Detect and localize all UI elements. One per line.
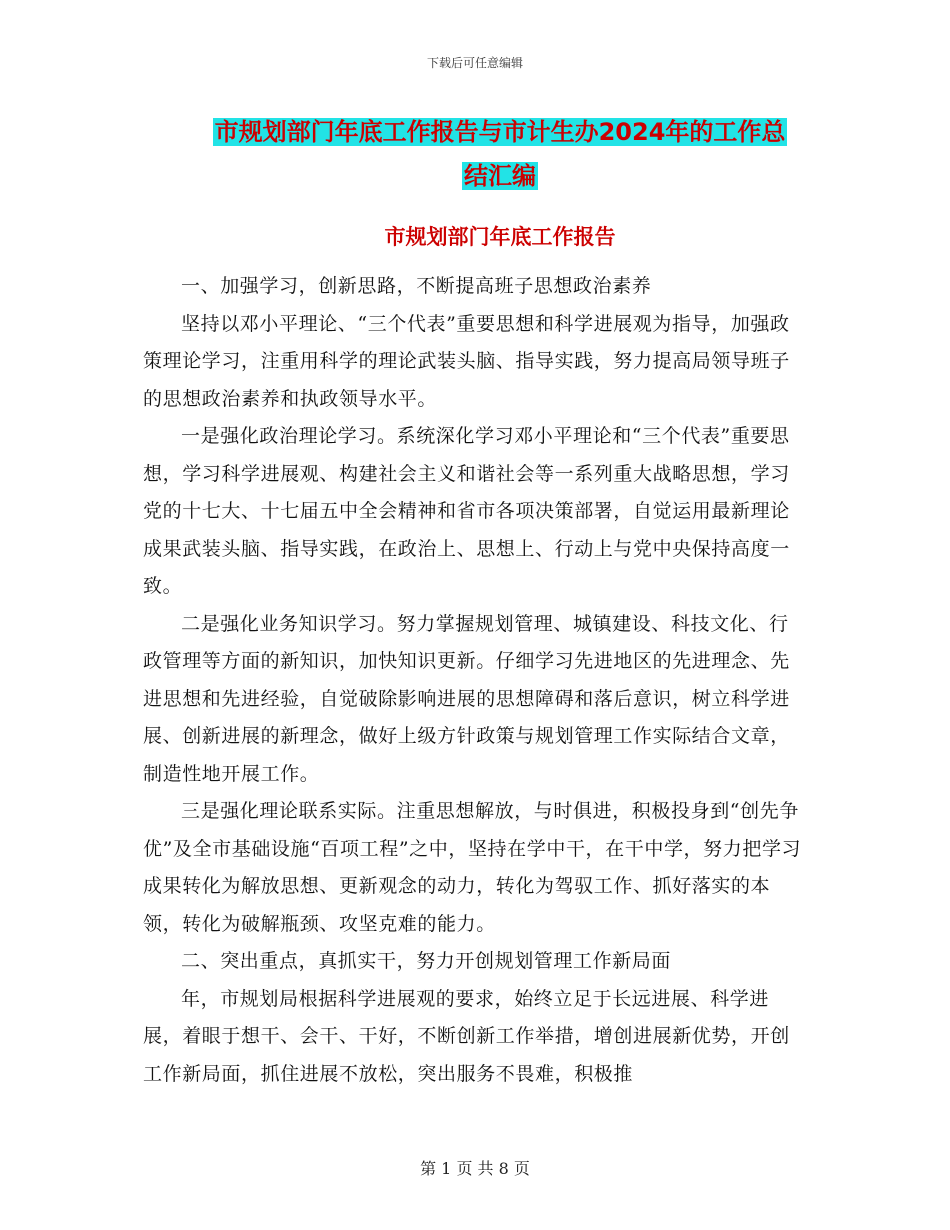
document-title-line-1: 市规划部门年底工作报告与市计生办2024年的工作总 — [214, 118, 786, 146]
paragraph: 坚持以邓小平理论、“三个代表”重要思想和科学进展观为指导，加强政策理论学习，注重用科学的理论武装头脑、指导实践，努力提高局领导班子的思想政治素养和执政领导水平。 — [143, 312, 790, 410]
paragraph: 年，市规划局根据科学进展观的要求，始终立足于长远进展、科学进展，着眼于想干、会干、干好，不断创新工作举措，增创进展新优势，开创工作新局面，抓住进展不放松，突出服务不畏难，积极推 — [143, 987, 790, 1085]
body-text — [143, 268, 803, 1093]
document-title — [140, 110, 860, 198]
paragraph: 三是强化理论联系实际。注重思想解放，与时俱进，积极投身到“创先争优”及全市基础设施“百项工程”之中，坚持在学中干，在干中学，努力把学习成果转化为解放思想、更新观念的动力，转化为驾驭工作、抓好落实的本领，转化为破解瓶颈、攻坚克难的能力。 — [143, 800, 802, 935]
paragraph: 一、加强学习，创新思路，不断提高班子思想政治素养 — [181, 275, 652, 297]
paragraph: 二、突出重点，真抓实干，努力开创规划管理工作新局面 — [181, 950, 672, 972]
document-title-line-2: 结汇编 — [464, 162, 536, 190]
paragraph: 一是强化政治理论学习。系统深化学习邓小平理论和“三个代表”重要思想，学习科学进展观、构建社会主义和谐社会等一系列重大战略思想，学习党的十七大、十七届五中全会精神和省市各项决策部署，自觉运用最新理论成果武装头脑、指导实践，在政治上、思想上、行动上与党中央保持高度一致。 — [143, 425, 790, 597]
page-header-note: 下载后可任意编辑 — [426, 56, 523, 70]
section-title: 市规划部门年底工作报告 — [384, 225, 616, 249]
page-number-footer: 第 1 页 共 8 页 — [420, 1159, 530, 1178]
paragraph: 二是强化业务知识学习。努力掌握规划管理、城镇建设、科技文化、行政管理等方面的新知识，加快知识更新。仔细学习先进地区的先进理念、先进思想和先进经验，自觉破除影响进展的思想障碍和落后意识，树立科学进展、创新进展的新理念，做好上级方针政策与规划管理工作实际结合文章，制造性地开展工作。 — [143, 612, 790, 785]
